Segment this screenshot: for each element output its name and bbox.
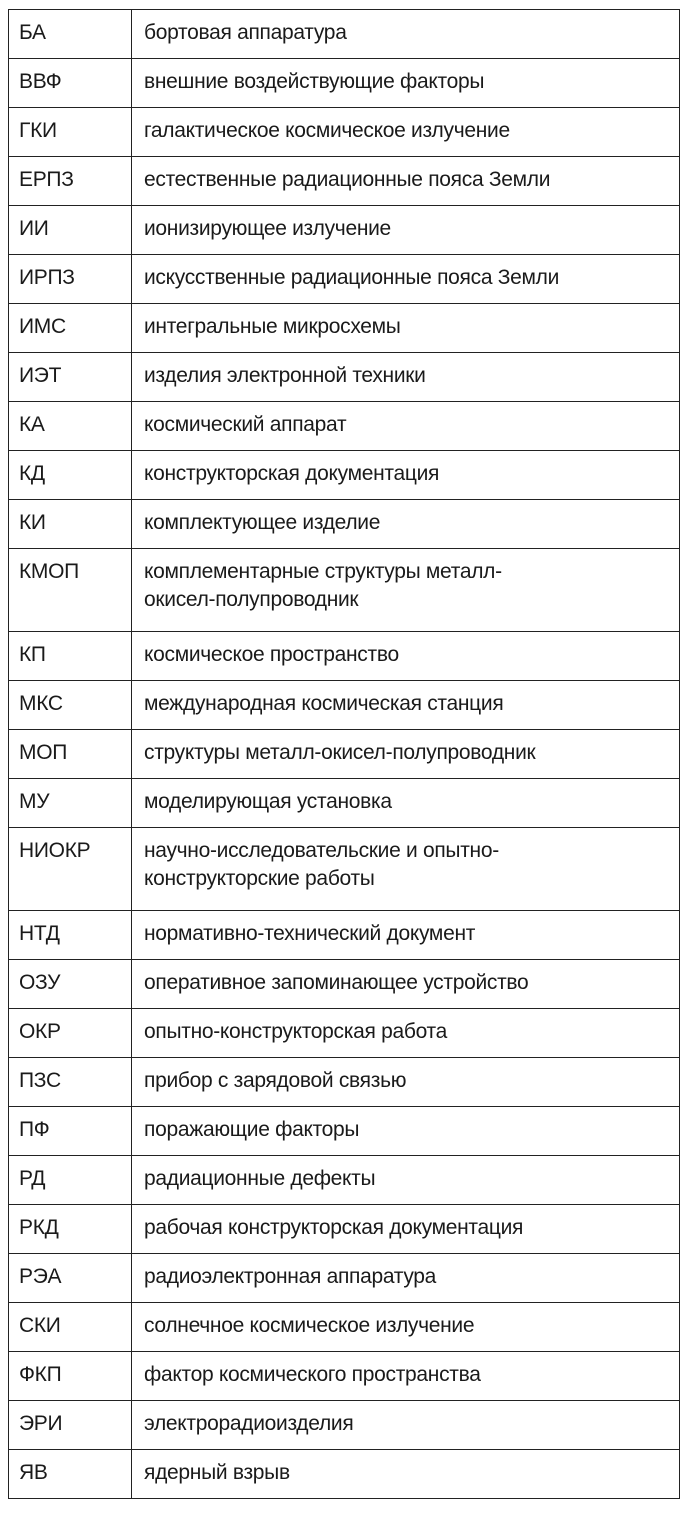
abbreviation-cell: КИ [9, 500, 132, 549]
table-row [9, 549, 680, 632]
definition-cell: оперативное запоминающее устройство [132, 960, 680, 1009]
abbreviation-cell: КА [9, 402, 132, 451]
definition-cell: солнечное космическое излучение [132, 1303, 680, 1352]
abbreviations-table [8, 9, 680, 1499]
definition-cell: ионизирующее излучение [132, 206, 680, 255]
definition-cell: внешние воздействующие факторы [132, 59, 680, 108]
definition-cell: опытно-конструкторская работа [132, 1009, 680, 1058]
table-row [9, 779, 680, 828]
table-row [9, 1058, 680, 1107]
definition-cell: рабочая конструкторская документация [132, 1205, 680, 1254]
table-row [9, 1205, 680, 1254]
abbreviation-cell: ОЗУ [9, 960, 132, 1009]
abbreviation-cell: НИОКР [9, 828, 132, 911]
definition-cell: радиоэлектронная аппаратура [132, 1254, 680, 1303]
table-row [9, 911, 680, 960]
definition-cell: поражающие факторы [132, 1107, 680, 1156]
abbreviation-cell: НТД [9, 911, 132, 960]
definition-cell: фактор космического пространства [132, 1352, 680, 1401]
definition-line: комплементарные структуры металл- [144, 560, 502, 583]
definition-cell: ядерный взрыв [132, 1450, 680, 1499]
abbreviation-cell: БА [9, 10, 132, 59]
abbreviation-cell: КП [9, 632, 132, 681]
abbreviation-cell: РКД [9, 1205, 132, 1254]
definition-cell: радиационные дефекты [132, 1156, 680, 1205]
abbreviation-cell: ВВФ [9, 59, 132, 108]
abbreviation-cell: ИРПЗ [9, 255, 132, 304]
table-row [9, 1352, 680, 1401]
definition-line: окисел-полупроводник [144, 588, 359, 611]
abbreviation-cell: ИЭТ [9, 353, 132, 402]
table-row [9, 681, 680, 730]
abbreviation-cell: РД [9, 1156, 132, 1205]
abbreviations-table-body [9, 10, 680, 1499]
table-row [9, 1303, 680, 1352]
definition-cell: интегральные микросхемы [132, 304, 680, 353]
table-row [9, 1156, 680, 1205]
abbreviation-cell: ИМС [9, 304, 132, 353]
definition-cell: нормативно-технический документ [132, 911, 680, 960]
table-row [9, 1107, 680, 1156]
table-row [9, 59, 680, 108]
abbreviation-cell: ЕРПЗ [9, 157, 132, 206]
abbreviation-cell: ПФ [9, 1107, 132, 1156]
abbreviation-cell: ГКИ [9, 108, 132, 157]
definition-cell: структуры металл-окисел-полупроводник [132, 730, 680, 779]
table-row [9, 451, 680, 500]
definition-cell: космический аппарат [132, 402, 680, 451]
abbreviation-cell: ПЗС [9, 1058, 132, 1107]
abbreviation-cell: МУ [9, 779, 132, 828]
table-row [9, 1450, 680, 1499]
abbreviation-cell: СКИ [9, 1303, 132, 1352]
table-row [9, 353, 680, 402]
table-row [9, 255, 680, 304]
table-row [9, 632, 680, 681]
definition-line: конструкторские работы [144, 867, 375, 890]
definition-line: научно-исследовательские и опытно- [144, 839, 499, 862]
table-row [9, 10, 680, 59]
definition-cell: моделирующая установка [132, 779, 680, 828]
definition-cell: комплектующее изделие [132, 500, 680, 549]
table-row [9, 206, 680, 255]
definition-cell [132, 828, 680, 911]
table-row [9, 402, 680, 451]
definition-cell: прибор с зарядовой связью [132, 1058, 680, 1107]
abbreviation-cell: ЯВ [9, 1450, 132, 1499]
definition-cell: естественные радиационные пояса Земли [132, 157, 680, 206]
abbreviation-cell: ИИ [9, 206, 132, 255]
definition-cell [132, 549, 680, 632]
table-row [9, 1254, 680, 1303]
definition-cell: бортовая аппаратура [132, 10, 680, 59]
definition-cell: международная космическая станция [132, 681, 680, 730]
abbreviation-cell: МКС [9, 681, 132, 730]
definition-cell: искусственные радиационные пояса Земли [132, 255, 680, 304]
table-row [9, 730, 680, 779]
definition-cell: галактическое космическое излучение [132, 108, 680, 157]
table-row [9, 960, 680, 1009]
abbreviation-cell: КД [9, 451, 132, 500]
table-row [9, 157, 680, 206]
abbreviation-cell: РЭА [9, 1254, 132, 1303]
abbreviation-cell: КМОП [9, 549, 132, 632]
table-row [9, 108, 680, 157]
definition-cell: конструкторская документация [132, 451, 680, 500]
table-row [9, 1009, 680, 1058]
table-row [9, 828, 680, 911]
table-row [9, 304, 680, 353]
abbreviation-cell: ОКР [9, 1009, 132, 1058]
table-row [9, 1401, 680, 1450]
abbreviation-cell: ФКП [9, 1352, 132, 1401]
abbreviation-cell: МОП [9, 730, 132, 779]
table-row [9, 500, 680, 549]
definition-cell: электрорадиоизделия [132, 1401, 680, 1450]
definition-cell: космическое пространство [132, 632, 680, 681]
abbreviation-cell: ЭРИ [9, 1401, 132, 1450]
definition-cell: изделия электронной техники [132, 353, 680, 402]
